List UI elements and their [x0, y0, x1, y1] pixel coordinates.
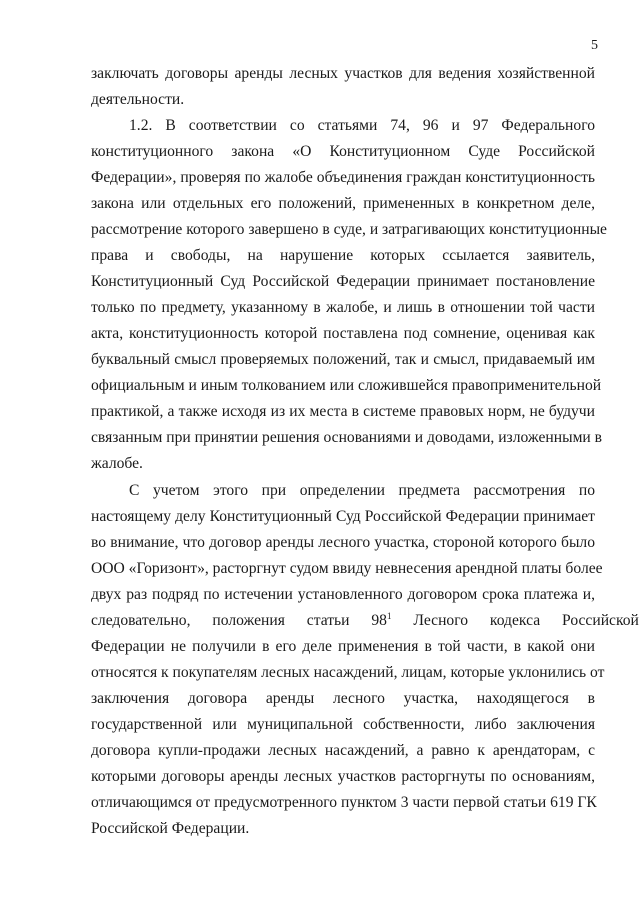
text-line: официальным и иным толкованием или сложившейся правоприменительной — [91, 377, 602, 394]
text-line: которыми договоры аренды лесных участков расторгнуты по основаниям, — [91, 768, 595, 785]
text-line: рассмотрение которого завершено в суде, и затрагивающих конституционные — [91, 221, 607, 238]
text-line: права и свободы, на нарушение которых ссылается заявитель, — [91, 247, 595, 264]
paragraph-first-line: 1.2. В соответствии со статьями 74, 96 и 97 Федерального — [129, 117, 595, 134]
text-line: акта, конституционность которой поставлена под сомнение, оценивая как — [91, 325, 595, 342]
text-line: заключать договоры аренды лесных участков для ведения хозяйственной — [91, 65, 595, 82]
text-line: отличающимся от предусмотренного пунктом 3 части первой статьи 619 ГК — [91, 794, 597, 811]
text-line: конституционного закона «О Конституционном Суде Российской — [91, 143, 595, 160]
text-line: двух раз подряд по истечении установленного договором срока платежа и, — [91, 586, 595, 603]
text-line: закона или отдельных его положений, примененных в конкретном деле, — [91, 195, 595, 212]
text-line: Федерации», проверяя по жалобе объединения граждан конституционность — [91, 169, 595, 186]
text-line: Конституционный Суд Российской Федерации принимает постановление — [91, 273, 595, 290]
text-line: только по предмету, указанному в жалобе, и лишь в отношении той части — [91, 299, 595, 316]
text-line: деятельности. — [91, 91, 185, 108]
text-line: связанным при принятии решения основаниями и доводами, изложенными в — [91, 429, 603, 446]
text-line: Федерации не получили в его деле применения в той части, в какой они — [91, 638, 595, 655]
text-line: практикой, а также исходя из их места в системе правовых норм, не будучи — [91, 403, 595, 420]
paragraph-first-line: С учетом этого при определении предмета рассмотрения по — [129, 482, 595, 499]
text-line: государственной или муниципальной собственности, либо заключения — [91, 716, 595, 733]
text-line: заключения договора аренды лесного участка, находящегося в — [91, 690, 595, 707]
text-line: Российской Федерации. — [91, 820, 250, 837]
text-line-with-superscript — [91, 611, 639, 631]
text-line: относятся к покупателям лесных насаждений, лицам, которые уклонились от — [91, 664, 605, 681]
text-line: настоящему делу Конституционный Суд Российской Федерации принимает — [91, 508, 595, 525]
text-line: жалобе. — [91, 455, 143, 472]
text-line: во внимание, что договор аренды лесного участка, стороной которого было — [91, 534, 595, 551]
page-number: 5 — [591, 38, 598, 53]
text-segment: следовательно, положения статьи 98 — [91, 612, 387, 629]
text-line: буквальный смысл проверяемых положений, так и смысл, придаваемый им — [91, 351, 595, 368]
text-line: договора купли-продажи лесных насаждений, а равно к арендаторам, с — [91, 742, 595, 759]
text-line: ООО «Горизонт», расторгнут судом ввиду невнесения арендной платы более — [91, 560, 603, 577]
text-segment: Лесного кодекса Российской — [391, 612, 639, 629]
superscript-1: 1 — [386, 611, 392, 621]
